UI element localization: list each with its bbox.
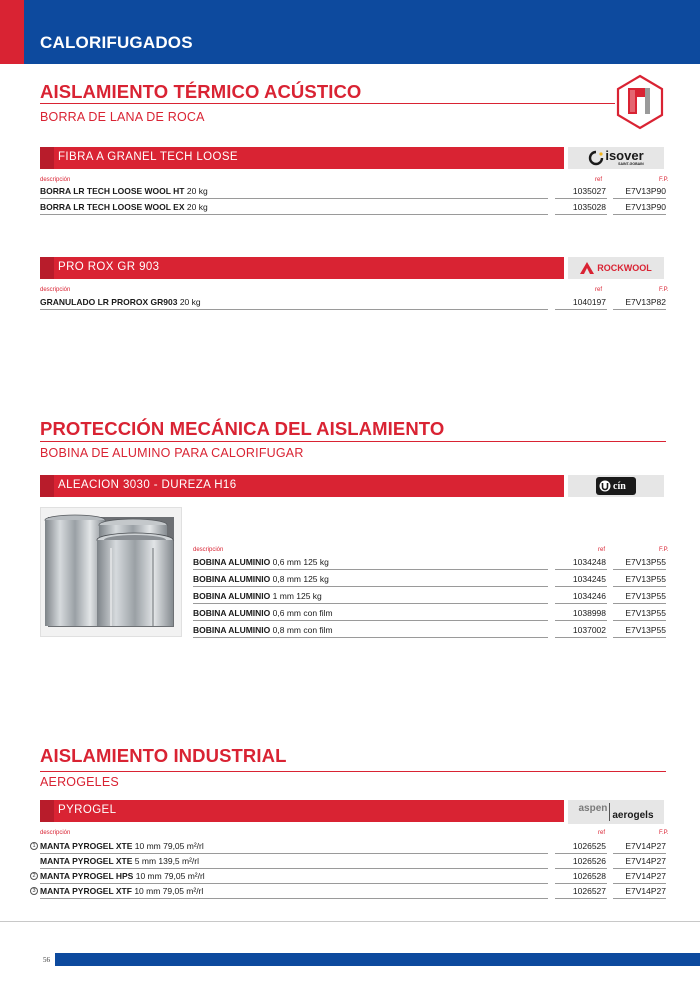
- row-divider: [613, 569, 666, 570]
- ucin-logo: [568, 475, 664, 497]
- table-row: [40, 868, 666, 884]
- product-bar-label: PYROGEL: [58, 804, 117, 816]
- section-title-proteccion-mecanica: PROTECCIÓN MECÁNICA DEL AISLAMIENTO: [40, 418, 445, 439]
- row-ref: 1034246: [572, 591, 606, 601]
- col-header-descripcion: descripción: [193, 547, 224, 553]
- col-header-fp: F.P.: [659, 547, 669, 553]
- row-name: MANTA PYROGEL XTE: [40, 841, 133, 851]
- row-name: BORRA LR TECH LOOSE WOOL HT: [40, 186, 185, 196]
- row-ref: 1038998: [572, 608, 606, 618]
- row-divider: [193, 586, 548, 587]
- product-bar-pro-rox: [40, 257, 564, 279]
- row-divider: [555, 620, 607, 621]
- section-divider: [40, 103, 615, 104]
- row-name: BOBINA ALUMINIO: [193, 591, 271, 601]
- row-ref: 1026527: [572, 886, 606, 896]
- row-spec: 20 kg: [186, 186, 208, 196]
- table-row: [40, 853, 666, 869]
- col-header-fp: F.P.: [659, 177, 669, 183]
- insulation-hexagon-icon: [616, 74, 664, 130]
- row-divider: [193, 620, 548, 621]
- row-divider: [40, 309, 548, 310]
- row-name: GRANULADO LR PROROX GR903: [40, 297, 178, 307]
- page-number: 56: [43, 956, 50, 964]
- section-title-aislamiento-termico: AISLAMIENTO TÉRMICO ACÚSTICO: [40, 81, 362, 102]
- row-name: MANTA PYROGEL HPS: [40, 871, 134, 881]
- row-spec: 0,6 mm con film: [272, 608, 333, 618]
- col-header-ref: ref: [595, 177, 603, 183]
- row-spec: 20 kg: [186, 202, 208, 212]
- table-row: [40, 294, 666, 310]
- row-divider: [555, 898, 607, 899]
- product-bar-label: PRO ROX GR 903: [58, 261, 160, 273]
- row-fp: E7V13P55: [625, 608, 666, 618]
- isover-brand-subtext: SAINT-GOBAIN: [618, 162, 644, 166]
- row-divider: [613, 214, 666, 215]
- row-name: BOBINA ALUMINIO: [193, 625, 271, 635]
- aspen-brand-text: aspen: [578, 802, 608, 814]
- row-divider: [613, 637, 666, 638]
- row-divider: [613, 898, 666, 899]
- table-row: [193, 588, 666, 604]
- section-subtitle-bobina: BOBINA DE ALUMINO PARA CALORIFUGAR: [40, 446, 304, 460]
- isover-logo: [568, 147, 664, 169]
- top-header-band: [0, 0, 700, 64]
- row-ref: 1035027: [572, 186, 606, 196]
- row-divider: [613, 309, 666, 310]
- row-spec: 5 mm 139,5 m²/rl: [134, 856, 200, 866]
- row-ref: 1034248: [572, 557, 606, 567]
- aerogels-brand-text: aerogels: [612, 809, 654, 821]
- ucin-logo-mark: [596, 477, 636, 495]
- table-row: [193, 571, 666, 587]
- table-row: [40, 199, 666, 215]
- header-red-tab: [0, 0, 24, 64]
- page-category-title: CALORIFUGADOS: [40, 33, 193, 52]
- row-name: MANTA PYROGEL XTE: [40, 856, 133, 866]
- section-title-aislamiento-industrial: AISLAMIENTO INDUSTRIAL: [40, 745, 287, 766]
- product-bar-label: FIBRA A GRANEL TECH LOOSE: [58, 151, 239, 163]
- rockwool-brand-text: ROCKWOOL: [597, 263, 652, 273]
- row-fp: E7V13P55: [625, 574, 666, 584]
- row-ref: 1026526: [572, 856, 606, 866]
- section-divider: [40, 441, 666, 442]
- table-row: [193, 605, 666, 621]
- row-divider: [555, 586, 607, 587]
- row-ref: 1026525: [572, 841, 606, 851]
- row-ref: 1034245: [572, 574, 606, 584]
- row-divider: [555, 637, 607, 638]
- logo-separator: [609, 803, 610, 821]
- row-fp: E7V13P90: [625, 202, 666, 212]
- col-header-ref: ref: [598, 547, 606, 553]
- row-name: BOBINA ALUMINIO: [193, 557, 271, 567]
- product-bar-aleacion: [40, 475, 564, 497]
- row-spec: 0,8 mm 125 kg: [272, 574, 329, 584]
- row-fp: E7V14P27: [625, 856, 666, 866]
- footnote-number-badge: 1: [30, 842, 38, 850]
- row-divider: [40, 214, 548, 215]
- row-divider: [613, 603, 666, 604]
- table-row: [40, 838, 666, 854]
- row-name: BOBINA ALUMINIO: [193, 574, 271, 584]
- row-name: MANTA PYROGEL XTF: [40, 886, 132, 896]
- col-header-fp: F.P.: [659, 287, 669, 293]
- rockwool-logo: [568, 257, 664, 279]
- section-divider: [40, 771, 666, 772]
- row-divider: [40, 898, 548, 899]
- row-spec: 10 mm 79,05 m²/rl: [135, 871, 205, 881]
- ucin-u-icon: [599, 480, 611, 492]
- row-divider: [555, 569, 607, 570]
- footnote-number-badge: 3: [30, 887, 38, 895]
- footer-divider: [0, 921, 700, 922]
- col-header-descripcion: descripción: [40, 830, 71, 836]
- row-spec: 20 kg: [179, 297, 201, 307]
- product-bar-fibra-granel: [40, 147, 564, 169]
- row-divider: [613, 586, 666, 587]
- row-divider: [555, 603, 607, 604]
- row-spec: 1 mm 125 kg: [272, 591, 322, 601]
- row-spec: 0,6 mm 125 kg: [272, 557, 329, 567]
- row-ref: 1037002: [572, 625, 606, 635]
- table-row: [40, 183, 666, 199]
- table-row: [40, 883, 666, 899]
- col-header-ref: ref: [598, 830, 606, 836]
- isover-brand-text: isover: [605, 148, 644, 163]
- table-row: [193, 622, 666, 638]
- product-bar-pyrogel: [40, 800, 564, 822]
- row-fp: E7V13P55: [625, 591, 666, 601]
- row-fp: E7V13P82: [625, 297, 666, 307]
- row-fp: E7V14P27: [625, 871, 666, 881]
- ucin-brand-text: cín: [613, 480, 626, 492]
- row-ref: 1035028: [572, 202, 606, 212]
- col-header-ref: ref: [595, 287, 603, 293]
- row-spec: 10 mm 79,05 m²/rl: [134, 886, 204, 896]
- row-fp: E7V14P27: [625, 886, 666, 896]
- row-name: BOBINA ALUMINIO: [193, 608, 271, 618]
- row-fp: E7V13P90: [625, 186, 666, 196]
- rockwool-mark-icon: [580, 262, 594, 274]
- row-divider: [555, 309, 607, 310]
- row-fp: E7V13P55: [625, 557, 666, 567]
- row-fp: E7V13P55: [625, 625, 666, 635]
- aluminum-coils-photo: [40, 507, 182, 637]
- section-subtitle-borra: BORRA DE LANA DE ROCA: [40, 110, 205, 124]
- row-name: BORRA LR TECH LOOSE WOOL EX: [40, 202, 185, 212]
- row-spec: 0,8 mm con film: [272, 625, 333, 635]
- isover-swirl-icon: [588, 150, 604, 166]
- row-divider: [193, 569, 548, 570]
- footer-blue-band: [55, 953, 700, 966]
- row-spec: 10 mm 79,05 m²/rl: [134, 841, 204, 851]
- row-ref: 1040197: [572, 297, 606, 307]
- col-header-descripcion: descripción: [40, 287, 71, 293]
- row-divider: [193, 637, 548, 638]
- footnote-number-badge: 2: [30, 872, 38, 880]
- row-divider: [613, 620, 666, 621]
- col-header-descripcion: descripción: [40, 177, 71, 183]
- section-subtitle-aerogeles: AEROGELES: [40, 775, 119, 789]
- row-divider: [193, 603, 548, 604]
- col-header-fp: F.P.: [659, 830, 669, 836]
- product-bar-label: ALEACION 3030 - DUREZA H16: [58, 479, 237, 491]
- row-fp: E7V14P27: [625, 841, 666, 851]
- row-divider: [555, 214, 607, 215]
- table-row: [193, 554, 666, 570]
- row-ref: 1026528: [572, 871, 606, 881]
- aspen-aerogels-logo: [568, 800, 664, 824]
